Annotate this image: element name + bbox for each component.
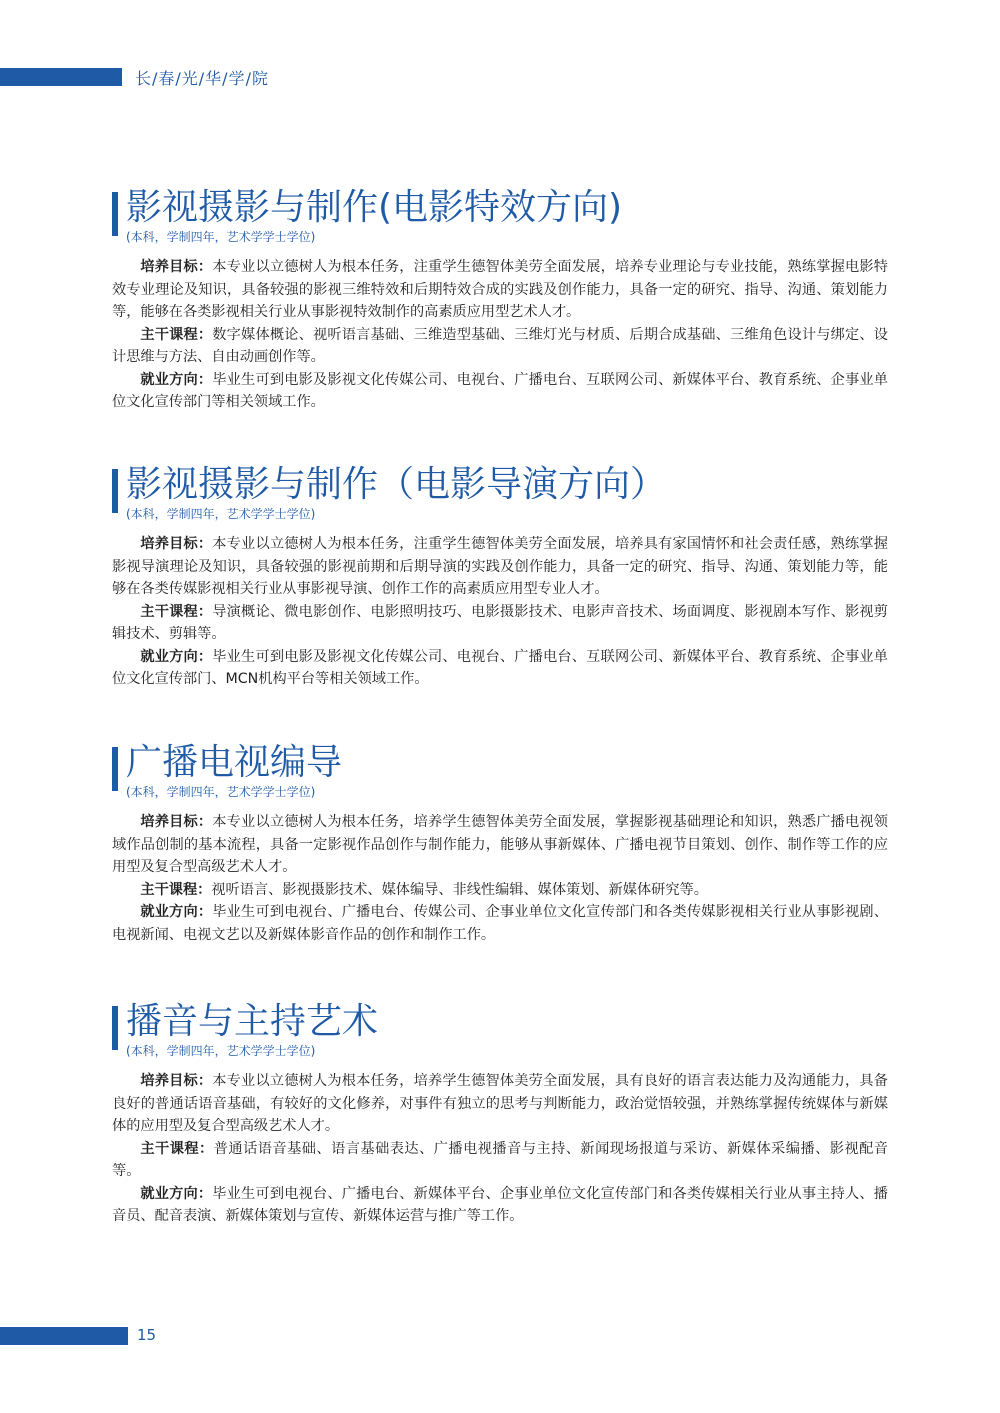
- training-goal-text: 本专业以立德树人为根本任务，培养学生德智体美劳全面发展，具有良好的语言表达能力及沟通能力，具备良好的普通话语音基础，有较好的文化修养，对事件有独立的思考与判断能力，政治觉悟较强，并熟练掌握传统媒体与新媒体的应用型及复合型高级艺术人才。: [112, 1073, 888, 1134]
- main-courses-text: 普通话语音基础、语言基础表达、广播电视播音与主持、新闻现场报道与采访、新媒体采编播、影视配音等。: [112, 1140, 888, 1179]
- section-marker-bar: [112, 1006, 118, 1050]
- main-courses-label: 主干课程：: [140, 603, 213, 620]
- career-paragraph: [112, 901, 888, 946]
- section-subtitle: (本科，学制四年，艺术学学士学位): [126, 230, 316, 244]
- main-courses-text: 视听语言、影视摄影技术、媒体编导、非线性编辑、媒体策划、新媒体研究等。: [211, 881, 708, 898]
- career-paragraph: [112, 1183, 888, 1228]
- page-number: 15: [137, 1326, 157, 1344]
- section-marker-bar: [112, 469, 118, 513]
- training-goal-text: 本专业以立德树人为根本任务，培养学生德智体美劳全面发展，掌握影视基础理论和知识，熟悉广播电视领域作品创制的基本流程，具备一定影视作品创作与制作能力，能够从事新媒体、广播电视节目策划、创作、制作等工作的应用型及复合型高级艺术人才。: [112, 814, 888, 875]
- section-subtitle: (本科，学制四年，艺术学学士学位): [126, 507, 316, 521]
- section-title: 广播电视编导: [126, 742, 343, 783]
- header-accent-bar: [0, 68, 122, 86]
- section-title: 影视摄影与制作(电影特效方向): [126, 187, 623, 228]
- training-goal-text: 本专业以立德树人为根本任务，注重学生德智体美劳全面发展，培养专业理论与专业技能，熟练掌握电影特效专业理论及知识，具备较强的影视三维特效和后期特效合成的实践及创作能力，具备一定的研究、指导、沟通、策划能力等，能够在各类影视相关行业从事影视特效制作的高素质应用型艺术人才。: [112, 259, 888, 320]
- training-goal-text: 本专业以立德树人为根本任务，注重学生德智体美劳全面发展，培养具有家国情怀和社会责任感，熟练掌握影视导演理论及知识，具备较强的影视前期和后期导演的实践及创作能力，具备一定的研究、指导、沟通、策划能力等，能够在各类传媒影视相关行业从事影视导演、创作工作的高素质应用型专业人才。: [112, 536, 888, 597]
- training-goal-label: 培养目标：: [140, 259, 213, 275]
- main-courses-label: 主干课程：: [140, 1140, 214, 1157]
- career-label: 就业方向：: [140, 371, 213, 388]
- main-courses-label: 主干课程：: [140, 881, 212, 898]
- training-goal-paragraph: [112, 256, 888, 324]
- career-text: 毕业生可到电影及影视文化传媒公司、电视台、广播电台、互联网公司、新媒体平台、教育系统、企事业单位文化宣传部门等相关领域工作。: [112, 371, 888, 410]
- section-announcing-hosting: [112, 1000, 888, 1228]
- section-film-directing: [112, 463, 888, 691]
- training-goal-label: 培养目标：: [140, 814, 213, 830]
- career-paragraph: [112, 646, 888, 691]
- main-courses-paragraph: [112, 324, 888, 369]
- section-marker-bar: [112, 192, 118, 236]
- main-courses-paragraph: [112, 601, 888, 646]
- footer-accent-bar: [0, 1327, 128, 1345]
- career-label: 就业方向：: [140, 1185, 213, 1202]
- career-paragraph: [112, 369, 888, 414]
- career-text: 毕业生可到电影及影视文化传媒公司、电视台、广播电台、互联网公司、新媒体平台、教育系统、企事业单位文化宣传部门、MCN机构平台等相关领域工作。: [112, 648, 888, 687]
- main-courses-text: 数字媒体概论、视听语言基础、三维造型基础、三维灯光与材质、后期合成基础、三维角色设计与绑定、设计思维与方法、自由动画创作等。: [112, 326, 888, 365]
- section-title: 播音与主持艺术: [126, 1001, 379, 1042]
- training-goal-label: 培养目标：: [140, 1073, 213, 1089]
- main-courses-paragraph: [112, 1138, 888, 1183]
- section-film-vfx: [112, 186, 888, 414]
- section-subtitle: (本科，学制四年，艺术学学士学位): [126, 1044, 316, 1058]
- section-title: 影视摄影与制作（电影导演方向）: [126, 464, 667, 505]
- training-goal-paragraph: [112, 533, 888, 601]
- section-marker-bar: [112, 747, 118, 791]
- career-text: 毕业生可到电视台、广播电台、传媒公司、企事业单位文化宣传部门和各类传媒影视相关行业从事影视剧、电视新闻、电视文艺以及新媒体影音作品的创作和制作工作。: [112, 904, 888, 943]
- school-name: 长/春/光/华/学/院: [135, 69, 269, 88]
- main-courses-paragraph: [112, 879, 888, 902]
- section-subtitle: (本科，学制四年，艺术学学士学位): [126, 785, 316, 799]
- training-goal-label: 培养目标：: [140, 536, 213, 552]
- training-goal-paragraph: [112, 811, 888, 879]
- main-courses-label: 主干课程：: [140, 326, 213, 343]
- section-broadcast-directing: [112, 741, 888, 946]
- main-courses-text: 导演概论、微电影创作、电影照明技巧、电影摄影技术、电影声音技术、场面调度、影视剧本写作、影视剪辑技术、剪辑等。: [112, 603, 888, 642]
- career-label: 就业方向：: [140, 904, 213, 920]
- training-goal-paragraph: [112, 1070, 888, 1138]
- career-label: 就业方向：: [140, 648, 213, 665]
- career-text: 毕业生可到电视台、广播电台、新媒体平台、企事业单位文化宣传部门和各类传媒相关行业从事主持人、播音员、配音表演、新媒体策划与宣传、新媒体运营与推广等工作。: [112, 1185, 888, 1224]
